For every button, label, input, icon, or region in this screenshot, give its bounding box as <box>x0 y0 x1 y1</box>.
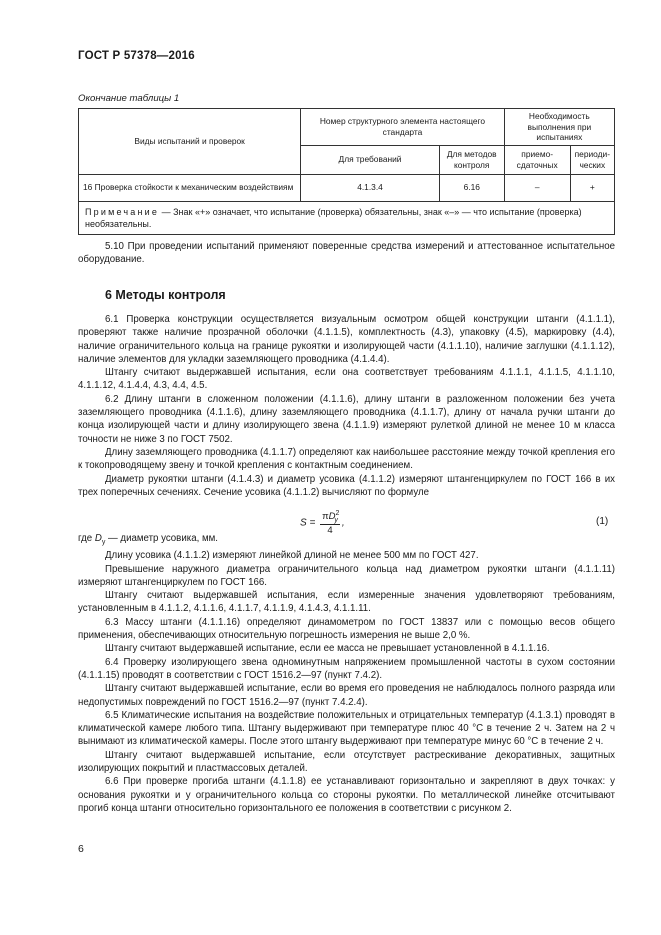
paragraph-6-2-ground: Длину заземляющего проводника (4.1.1.7) определяют как наибольшее расстояние между точкой крепления его к токопроводящему звену и точкой крепления с контактным соединением. <box>78 446 615 472</box>
formula-lhs: S <box>300 517 307 529</box>
table-header-row <box>79 109 615 146</box>
formula-where: где $D_у$ — диаметр усовика, мм. <box>78 533 218 546</box>
header-for-requirements: Для требований <box>301 145 440 174</box>
row-method-ref: 6.16 <box>439 174 504 201</box>
row-periodic-mark: + <box>570 174 614 201</box>
section-6-title: 6 Методы контроля <box>105 288 226 302</box>
table-note <box>79 201 615 234</box>
section-6-body-bottom <box>78 532 615 815</box>
formula-1: S = $\frac{\pi D^2_у}{4}$ , <box>300 510 345 537</box>
header-structural-element: Номер структурного элемента настоящего стандарта <box>301 109 504 146</box>
formula-numerator: $\pi D^2_у$ <box>322 510 340 525</box>
paragraph-6-2-diameter: Диаметр рукоятки штанги (4.1.4.3) и диаметр усовика (4.1.1.2) измеряют штангенциркулем по ГОСТ 166 в их трех поперечных сечениях. Сечение усовика (4.1.1.2) вычисляют по формуле <box>78 473 615 498</box>
paragraph-6-5-result: Штангу считают выдержавшей испытание, если отсутствует растрескивание декоративных, защитных изолирующих покрытий и пластмассовых деталей. <box>78 749 615 774</box>
paragraph-excess: Превышение наружного диаметра ограничительного кольца над диаметром рукоятки штанги (4.1.1.11) измеряют штангенциркулем по ГОСТ 166. <box>78 563 615 588</box>
row-acceptance-mark: – <box>504 174 570 201</box>
row-requirement-ref: 4.1.3.4 <box>301 174 440 201</box>
formula-denominator: 4 <box>327 525 333 537</box>
formula-number: (1) <box>596 516 609 527</box>
paragraph-6-4-result: Штангу считают выдержавшей испытание, если во время его проведения не наблюдалось полного разряда или недопустимых повреждений по ГОСТ 1516.2—97 (пункт 7.4.2.4). <box>78 683 615 708</box>
paragraph-6-5: 6.5 Климатические испытания на воздействие положительных и отрицательных температур (4.1.3.1) проводят в климатической камере любого типа. Штангу выдерживают при температуре плюс 40 °С в течение 2 ч. Затем на 2 ч вынимают из климатической камеры. После этого штангу выдерживают при температуре минус 60 °С в течение 2 ч. <box>78 709 615 748</box>
paragraph-5-10: 5.10 При проведении испытаний применяют поверенные средства измерений и аттестованное испытательное оборудование. <box>78 241 615 266</box>
section-6-body-top <box>78 313 615 499</box>
header-test-types: Виды испытаний и проверок <box>79 109 301 175</box>
table-note-row <box>79 201 615 234</box>
page-number: 6 <box>78 843 84 855</box>
paragraph-6-3: 6.3 Массу штанги (4.1.1.16) определяют динамометром по ГОСТ 13837 или с помощью весов общего применения, обеспечивающих относительную погрешность измерения не выше 2,0 %. <box>78 616 615 642</box>
table-row <box>79 174 615 201</box>
header-periodic: периоди-ческих <box>570 145 614 174</box>
paragraph-6-1: 6.1 Проверка конструкции осуществляется визуальным осмотром общей конструкции штанги (4.1.1.1), проверяют также наличие прозрачной оболочки (4.1.1.5), комплектность (4.3), упаковку (4.5), маркировку (4.4), наличие ограничительного кольца на границе рукоятки и изолирующей части (4.1.1.10), наличие заглушки (4.1.1.12), наличие элементов для укладки заземляющего проводника (4.1.4.4). <box>78 314 615 365</box>
paragraph-pass-1: Штангу считают выдержавшей испытания, если измеренные значения удовлетворяют требованиям, установленным в 4.1.1.2, 4.1.1.6, 4.1.1.7, 4.1.1.9, 4.1.4.3, 4.1.1.11. <box>78 590 615 615</box>
paragraph-6-3-result: Штангу считают выдержавшей испытание, если ее масса не превышает установленной в 4.1.1.16. <box>105 643 550 655</box>
table-caption: Окончание таблицы 1 <box>78 93 180 104</box>
tests-table <box>78 108 615 235</box>
paragraph-6-2: 6.2 Длину штанги в сложенном положении (4.1.1.6), длину штанги в разложенном положении без учета заземляющего проводника (4.1.1.6), длину заземляющего проводника (4.1.1.7), длину от начала ручки штанги до конца изолирующей части и длину изолирующего звена (4.1.1.9) измеряют рулеткой длиной не менее 10 м класса точности не ниже 3 по ГОСТ 7502. <box>78 393 615 445</box>
row-test-name: 16 Проверка стойкости к механическим воздействиям <box>79 174 301 201</box>
paragraph-6-6: 6.6 При проверке прогиба штанги (4.1.1.8) ее устанавливают горизонтально и закрепляют в двух точках: у основания рукоятки и у ограничительного кольца со стороны рукоятки. По металлической линейке отсчитывают прогиб конца штанги относительно горизонтального ее положения в соответствии с рисунком 2. <box>78 776 615 814</box>
header-necessity: Необходимость выполнения при испытаниях <box>504 109 614 146</box>
document-header: ГОСТ Р 57378—2016 <box>78 50 195 62</box>
section-5-10 <box>78 240 615 267</box>
header-for-methods: Для методов контроля <box>439 145 504 174</box>
note-text: — Знак «+» означает, что испытание (проверка) обязательны, знак «–» — что испытание (проверка) необязательны. <box>85 206 582 229</box>
paragraph-length: Длину усовика (4.1.1.2) измеряют линейкой длиной не менее 500 мм по ГОСТ 427. <box>105 550 479 562</box>
header-acceptance: приемо-сдаточных <box>504 145 570 174</box>
note-label: Примечание <box>85 206 160 217</box>
paragraph-6-4: 6.4 Проверку изолирующего звена одноминутным напряжением промышленной частоты в сухом состоянии (4.1.1.15) проводят в соответствии с ГОСТ 1516.2—97 (пункт 7.4.2). <box>78 656 615 681</box>
paragraph-6-1-result: Штангу считают выдержавшей испытания, если она соответствует требованиям 4.1.1.1, 4.1.1.5, 4.1.1.10, 4.1.1.12, 4.1.4.4, 4.3, 4.4, 4.5. <box>78 367 615 392</box>
